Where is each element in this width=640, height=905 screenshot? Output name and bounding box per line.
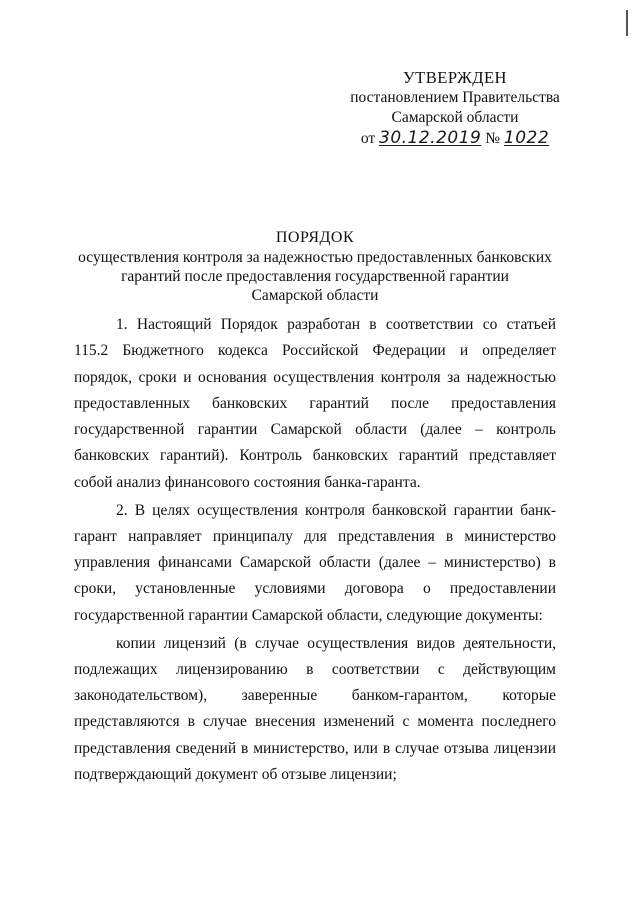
handwritten-date: 30.12.2019 [379,128,482,148]
from-label: от [360,130,376,147]
paragraph-3: копии лицензий (в случае осуществления видов деятельности, подлежащих лицензированию в соответствии с действующим законодательством), заверенные банком-гарантом, которые представляются в случае внесения изменений с момента последнего представления сведений в министерство, или в случае отзыва лицензии подтверждающий документ об отзыве лицензии; [74,634,556,784]
handwritten-number: 1022 [503,128,550,148]
document-title [70,228,560,305]
paragraph-1: 1. Настоящий Порядок разработан в соответствии со статьей 115.2 Бюджетного кодекса Российской Федерации и определяет порядок, сроки и основания осуществления контроля за надежностью предоставленных банковских гарантий после предоставления государственной гарантии Самарской области (далее – контроль банковских гарантий). Контроль банковских гарантий представляет собой анализ финансового состояния банка-гаранта. [74,316,556,491]
document-title-line-3: Самарской области [251,287,379,304]
scan-edge-mark [626,10,628,36]
approval-line-2: Самарской области [391,109,519,126]
paragraph-2: 2. В целях осуществления контроля банковской гарантии банк-гарант направляет принципалу для представления в министерство управления финансами Самарской области (далее – министерство) в сроки, установленные условиями договора о предоставлении государственной гарантии Самарской области, следующие документы: [74,501,556,624]
document-body [74,312,556,790]
approval-date-line [350,128,560,149]
document-title-line-1: осуществления контроля за надежностью предоставленных банковских [78,249,552,266]
document-title-line-2: гарантий после предоставления государственной гарантии [121,268,509,285]
approval-title: УТВЕРЖДЕН [403,68,507,87]
number-label: № [485,130,501,147]
document-heading: ПОРЯДОК [275,229,355,246]
approval-line-1: постановлением Правительства [350,89,560,106]
approval-block [350,68,560,149]
